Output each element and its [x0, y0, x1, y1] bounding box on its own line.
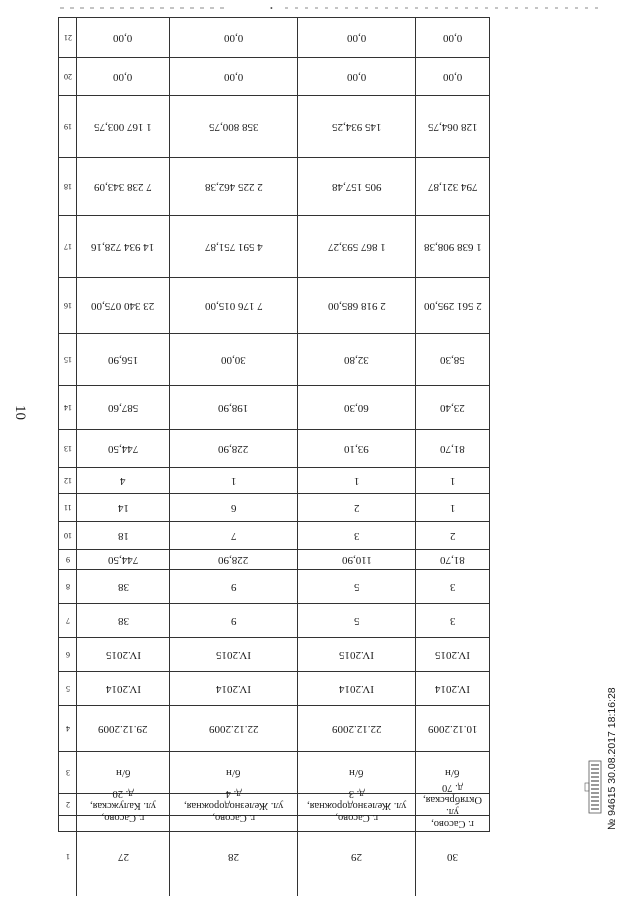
cell-value: 1 867 593,27 — [327, 241, 386, 253]
cell-value: 1 638 908,38 — [423, 241, 482, 253]
table-cell — [416, 386, 489, 429]
cell-value: 9 — [230, 615, 237, 627]
column-index — [59, 672, 77, 705]
table-cell — [416, 672, 489, 705]
cell-value: 7 176 015,00 — [204, 300, 263, 312]
table-cell — [77, 96, 170, 157]
table-cell — [298, 672, 416, 705]
address-text: г. Сасово, ул. Железнодорожная, д. 3 — [306, 787, 407, 823]
cell-value: б/н — [226, 767, 241, 779]
table-cell — [416, 638, 489, 671]
column-band-5 — [59, 672, 489, 706]
table-cell — [298, 604, 416, 637]
cell-value: 14 — [117, 502, 129, 514]
table-cell — [170, 468, 298, 493]
column-index-label: 18 — [63, 182, 72, 191]
table-cell — [170, 58, 298, 95]
table-cell — [298, 550, 416, 569]
table-cell — [170, 158, 298, 215]
column-band-7 — [59, 604, 489, 638]
column-band-15 — [59, 334, 489, 386]
column-index — [59, 550, 77, 569]
table-cell — [416, 468, 489, 493]
table-cell — [416, 18, 489, 57]
cell-value: 14 934 728,16 — [91, 241, 155, 253]
table-cell — [298, 58, 416, 95]
table-cell — [298, 334, 416, 385]
column-index-label: 15 — [63, 355, 72, 364]
cell-value: 228,90 — [218, 554, 249, 566]
address-text: г. Сасово, ул. Калужская, д. 20 — [89, 787, 157, 823]
column-index-label: 4 — [65, 724, 70, 733]
data-table — [58, 17, 490, 863]
cell-value: б/н — [115, 767, 131, 779]
cell-value: 5 — [353, 581, 360, 593]
cell-value: 4 591 751,87 — [204, 241, 263, 253]
table-cell — [416, 494, 489, 521]
column-index-label: 3 — [65, 768, 70, 777]
column-index-label: 14 — [63, 403, 72, 412]
column-index-label: 2 — [65, 800, 70, 809]
cell-value: IV.2014 — [339, 683, 374, 695]
cell-value: 145 934,25 — [331, 121, 382, 133]
table-cell — [298, 570, 416, 603]
table-cell — [77, 550, 170, 569]
column-band-1 — [59, 816, 489, 896]
column-band-16 — [59, 278, 489, 334]
cell-value: 2 — [353, 502, 360, 514]
cell-value: 38 — [117, 615, 129, 627]
cell-value: 1 — [353, 475, 360, 487]
column-index-label: 5 — [65, 684, 70, 693]
column-band-17 — [59, 216, 489, 278]
cell-value: 1 — [449, 502, 456, 514]
cell-value: 0,00 — [346, 32, 367, 44]
table-cell — [416, 96, 489, 157]
cell-value: 0,00 — [346, 71, 367, 83]
column-band-8 — [59, 570, 489, 604]
table-cell — [416, 570, 489, 603]
column-band-20 — [59, 58, 489, 96]
table-cell — [170, 672, 298, 705]
table-cell — [170, 550, 298, 569]
table-cell — [170, 638, 298, 671]
column-index-label: 6 — [65, 650, 70, 659]
table-cell — [416, 278, 489, 333]
cell-value: 3 — [353, 530, 360, 542]
cell-value: 93,10 — [344, 443, 369, 455]
table-cell — [170, 334, 298, 385]
table-cell — [298, 386, 416, 429]
cell-value: IV.2015 — [216, 649, 251, 661]
table-cell — [77, 430, 170, 467]
cell-value: б/н — [349, 767, 364, 779]
cell-value: 2 225 462,38 — [204, 181, 263, 193]
column-band-18 — [59, 158, 489, 216]
table-cell — [416, 522, 489, 549]
cell-value: 22.12.2009 — [208, 723, 259, 735]
table-cell — [170, 18, 298, 57]
column-index — [59, 494, 77, 521]
table-cell — [298, 158, 416, 215]
cell-value: 0,00 — [442, 71, 463, 83]
table-cell — [416, 158, 489, 215]
cell-value: 358 800,75 — [208, 121, 259, 133]
column-index — [59, 334, 77, 385]
column-index-label: 9 — [65, 555, 70, 564]
table-cell — [170, 430, 298, 467]
column-index-label: 12 — [63, 476, 72, 485]
column-index — [59, 430, 77, 467]
table-cell — [298, 278, 416, 333]
address-text: г. Сасово, ул. Железнодорожная, д. 4 — [183, 787, 284, 823]
column-band-13 — [59, 430, 489, 468]
table-cell — [170, 816, 298, 896]
table-cell — [170, 278, 298, 333]
column-index — [59, 278, 77, 333]
table-cell — [77, 18, 170, 57]
table-cell — [170, 604, 298, 637]
table-cell — [77, 334, 170, 385]
table-cell — [298, 494, 416, 521]
column-band-21 — [59, 18, 489, 58]
cell-value: 6 — [230, 502, 237, 514]
column-index-label: 13 — [63, 444, 72, 453]
cell-value: IV.2015 — [435, 649, 470, 661]
table-cell — [77, 816, 170, 896]
cell-value: 22.12.2009 — [331, 723, 382, 735]
column-index — [59, 752, 77, 793]
cell-value: IV.2014 — [435, 683, 470, 695]
table-cell — [77, 468, 170, 493]
column-index-label: 7 — [65, 616, 70, 625]
cell-value: 2 — [449, 530, 456, 542]
cell-value: 587,60 — [107, 402, 139, 414]
column-index — [59, 58, 77, 95]
cell-value: 4 — [120, 475, 126, 487]
table-cell — [77, 604, 170, 637]
cell-value: 228,90 — [218, 443, 249, 455]
table-cell — [77, 58, 170, 95]
column-index-label: 17 — [63, 242, 72, 251]
table-cell — [170, 522, 298, 549]
cell-value: 0,00 — [223, 71, 244, 83]
table-cell — [416, 604, 489, 637]
column-index-label: 20 — [63, 72, 72, 81]
column-index — [59, 816, 77, 896]
column-index — [59, 638, 77, 671]
scan-edge-marks — [0, 0, 640, 14]
table-cell — [416, 781, 489, 829]
cell-value: 3 — [449, 581, 456, 593]
column-index — [59, 96, 77, 157]
table-cell — [77, 522, 170, 549]
column-index — [59, 386, 77, 429]
table-cell — [170, 386, 298, 429]
cell-value: 7 238 343,09 — [94, 181, 152, 193]
svg-text:•: • — [270, 4, 273, 13]
cell-value: 2 561 295,00 — [423, 300, 482, 312]
table-cell — [298, 816, 416, 896]
table-cell — [416, 550, 489, 569]
cell-value: 794 321,87 — [427, 181, 478, 193]
table-cell — [298, 468, 416, 493]
cell-value: 30,00 — [221, 354, 246, 366]
cell-value: 5 — [353, 615, 360, 627]
column-index — [59, 604, 77, 637]
cell-value: 156,90 — [107, 354, 139, 366]
column-index-label: 16 — [63, 301, 72, 310]
barcode-stamp — [583, 757, 607, 817]
cell-value: 81,70 — [440, 443, 465, 455]
table-cell — [77, 570, 170, 603]
column-index-label: 19 — [63, 122, 72, 131]
table-cell — [77, 386, 170, 429]
cell-value: 744,50 — [107, 443, 139, 455]
table-cell — [170, 787, 298, 823]
cell-value: 0,00 — [113, 71, 133, 83]
column-index — [59, 794, 77, 815]
table-cell — [416, 58, 489, 95]
table-cell — [416, 334, 489, 385]
cell-value: 110,90 — [341, 554, 372, 566]
column-index — [59, 468, 77, 493]
cell-value: 58,30 — [440, 354, 465, 366]
cell-value: 32,80 — [344, 354, 369, 366]
cell-value: 10.12.2009 — [427, 723, 478, 735]
column-band-9 — [59, 550, 489, 570]
column-band-6 — [59, 638, 489, 672]
table-cell — [416, 430, 489, 467]
table-cell — [298, 430, 416, 467]
column-index-label: 11 — [63, 503, 72, 512]
table-cell — [170, 494, 298, 521]
cell-value: 0,00 — [223, 32, 244, 44]
column-index — [59, 570, 77, 603]
column-index-label: 8 — [65, 582, 70, 591]
table-cell — [77, 638, 170, 671]
cell-value: 744,50 — [107, 554, 139, 566]
cell-value: 1 — [230, 475, 237, 487]
column-index — [59, 706, 77, 751]
table-cell — [298, 216, 416, 277]
cell-value: 0,00 — [442, 32, 463, 44]
cell-value: IV.2014 — [105, 683, 141, 695]
cell-value: 3 — [449, 615, 456, 627]
table-cell — [416, 216, 489, 277]
cell-value: 128 064,75 — [427, 121, 478, 133]
cell-value: 60,30 — [344, 402, 369, 414]
column-band-2 — [59, 781, 489, 829]
table-cell — [77, 278, 170, 333]
record-number: 27 — [117, 850, 129, 863]
cell-value: 23,40 — [440, 402, 465, 414]
record-number: 30 — [447, 850, 458, 863]
table-cell — [77, 706, 170, 751]
cell-value: 7 — [230, 530, 237, 542]
table-cell — [170, 706, 298, 751]
cell-value: IV.2015 — [105, 649, 141, 661]
table-cell — [416, 816, 489, 896]
table-cell — [77, 158, 170, 215]
column-band-10 — [59, 522, 489, 550]
table-cell — [77, 216, 170, 277]
cell-value: 198,90 — [218, 402, 249, 414]
column-band-19 — [59, 96, 489, 158]
table-cell — [298, 522, 416, 549]
table-cell — [298, 787, 416, 823]
table-cell — [77, 787, 170, 823]
record-number: 28 — [228, 850, 239, 863]
column-index — [59, 18, 77, 57]
column-band-14 — [59, 386, 489, 430]
column-index-label: 1 — [65, 851, 70, 861]
cell-value: 2 918 685,00 — [327, 300, 386, 312]
table-cell — [298, 96, 416, 157]
document-stamp-text: № 94615 30.08.2017 18:16:28 — [606, 687, 618, 830]
cell-value: 18 — [117, 530, 129, 542]
column-index — [59, 158, 77, 215]
cell-value: 1 167 003,75 — [94, 121, 152, 133]
cell-value: 38 — [117, 581, 129, 593]
cell-value: 81,70 — [440, 554, 465, 566]
cell-value: 9 — [230, 581, 237, 593]
table-cell — [170, 96, 298, 157]
table-cell — [298, 638, 416, 671]
cell-value: 0,00 — [113, 32, 133, 44]
table-cell — [170, 216, 298, 277]
table-cell — [170, 570, 298, 603]
cell-value: 29.12.2009 — [98, 723, 148, 735]
table-cell — [77, 494, 170, 521]
cell-value: 1 — [449, 475, 456, 487]
page-number: 10 — [12, 405, 28, 420]
column-index-label: 10 — [63, 531, 72, 540]
table-cell — [77, 672, 170, 705]
table-cell — [298, 18, 416, 57]
cell-value: 905 157,48 — [331, 181, 382, 193]
table-cell — [416, 706, 489, 751]
cell-value: IV.2014 — [216, 683, 251, 695]
column-band-11 — [59, 494, 489, 522]
column-index-label: 21 — [63, 33, 72, 42]
address-text: г. Сасово, ул. Октябрьская, д. 70 — [423, 781, 482, 829]
cell-value: IV.2015 — [339, 649, 374, 661]
column-band-4 — [59, 706, 489, 752]
column-index — [59, 522, 77, 549]
column-index — [59, 216, 77, 277]
column-band-12 — [59, 468, 489, 494]
table-cell — [298, 706, 416, 751]
record-number: 29 — [351, 850, 362, 863]
cell-value: 23 340 075,00 — [91, 300, 155, 312]
cell-value: б/н — [445, 767, 460, 779]
